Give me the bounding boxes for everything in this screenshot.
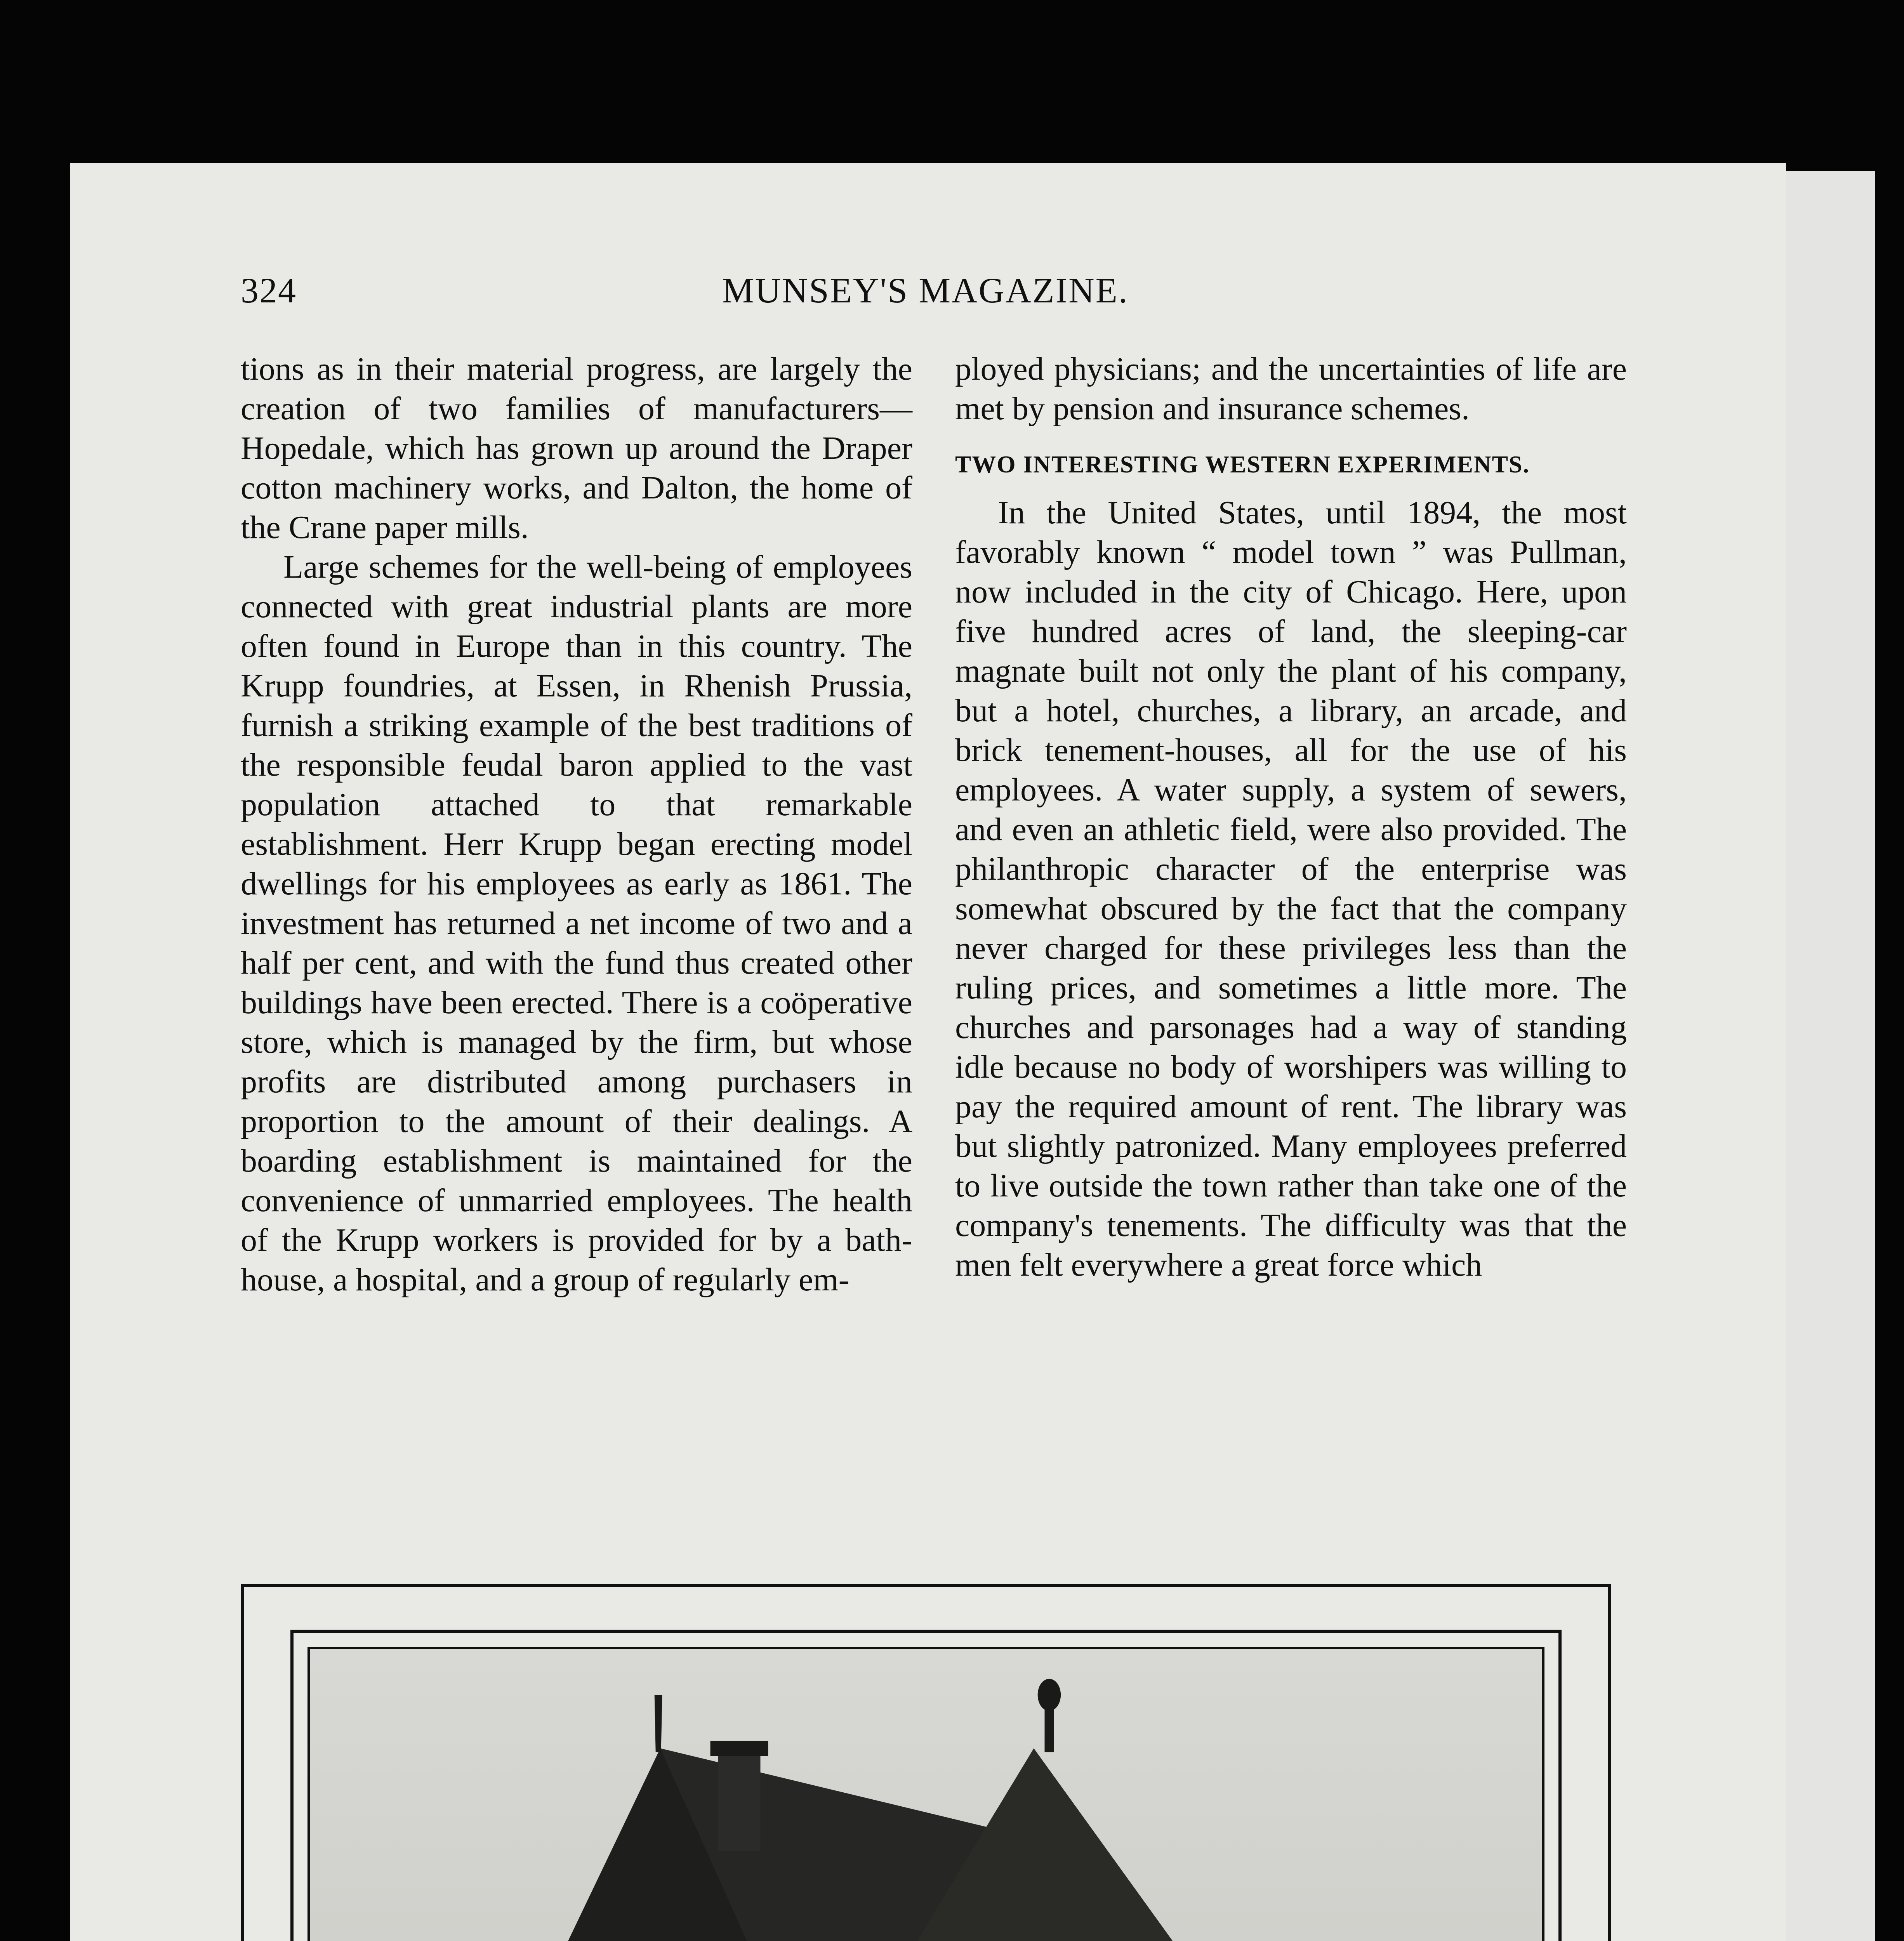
figure-mat (290, 1630, 1562, 1941)
cottage-photograph (307, 1647, 1544, 1941)
left-paragraph-2: Large schemes for the well-being of employees connected with great industrial plants are more often found in Europe than in this country. The Krupp foundries, at Essen, in Rhenish Prussia, furnish a striking example of the best traditions of the responsible feudal baron applied to the vast population attached to that remarkable establishment. Herr Krupp began erecting model dwellings for his employees as early as 1861. The investment has returned a net income of two and a half per cent, and with the fund thus created other buildings have been erected. There is a coöperative store, which is managed by the firm, but whose profits are distributed among purchasers in proportion to the amount of their dealings. A boarding establishment is maintained for the convenience of unmarried employees. The health of the Krupp workers is provided for by a bath-house, a hospital, and a group of regularly em- (241, 549, 912, 1298)
cottage-illustration (310, 1649, 1542, 1941)
figure-frame (241, 1584, 1611, 1941)
left-paragraph-1: tions as in their material progress, are largely the creation of two families of manufacturers—Hopedale, which has grown up around the Draper cotton machinery works, and Dalton, the home of the Crane paper mills. (241, 351, 912, 545)
page-number: 324 (241, 271, 297, 310)
magazine-page (70, 163, 1786, 1941)
right-column (955, 349, 1627, 1285)
running-head: MUNSEY'S MAGAZINE. (722, 271, 1129, 310)
right-paragraph-2: In the United States, until 1894, the most favorably known “ model town ” was Pullman, now included in the city of Chicago. Here, upon five hundred acres of land, the sleeping-car magnate built not only the plant of his company, but a hotel, churches, a library, an arcade, and brick tenement-houses, all for the use of his employees. A water supply, a system of sewers, and even an athletic field, were also provided. The philanthropic character of the enterprise was somewhat obscured by the fact that the company never charged for these privileges less than the ruling prices, and sometimes a little more. The churches and parsonages had a way of standing idle because no body of worshipers was willing to pay the required amount of rent. The library was but slightly patronized. Many employees preferred to live outside the town rather than take one of the company's tenements. The difficulty was that the men felt everywhere a great force which (955, 495, 1627, 1283)
left-column (241, 349, 912, 1300)
right-paragraph-1: ployed physicians; and the uncertainties of life are met by pension and insurance schemes. (955, 351, 1627, 427)
adjacent-page-edge (1786, 171, 1875, 1941)
section-heading: TWO INTERESTING WESTERN EXPERIMENTS. (955, 451, 1530, 478)
